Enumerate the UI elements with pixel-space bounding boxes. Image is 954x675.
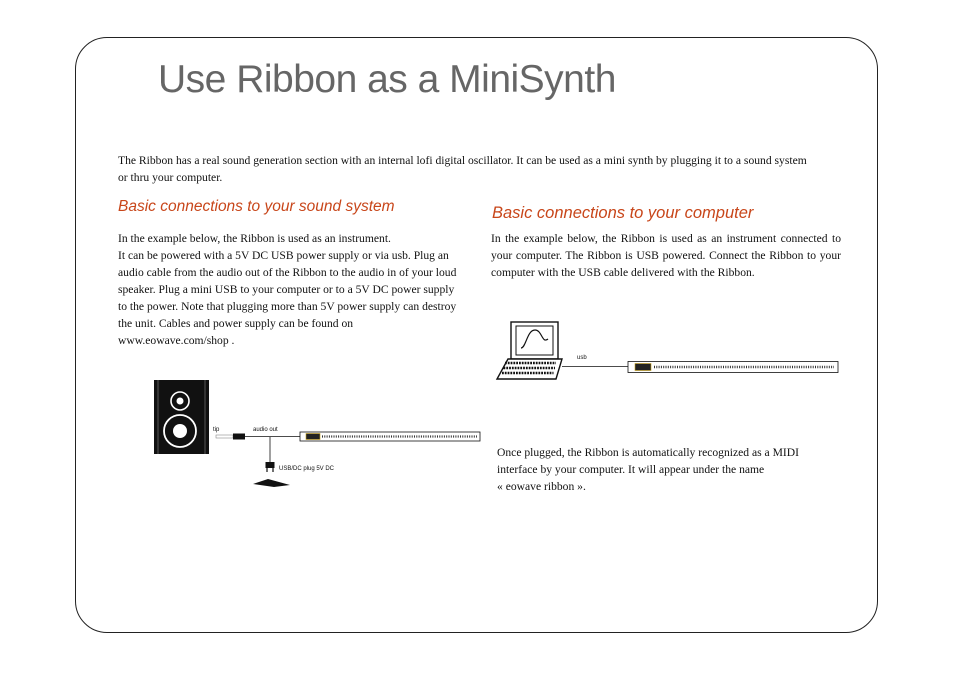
sound-system-line-2: It can be powered with a 5V DC USB power supply or via usb. Plug an audio cable from the audio out of the Ribbon to the audio in of your loud speaker. Plug a mini USB to your computer or to a 5V DC power supply to the power. Note that plugging more than 5V power supply can destroy the unit. Cables and power supply can be found on www.eowave.com/shop .	[118, 249, 457, 347]
audio-jack-icon	[216, 434, 300, 440]
power-plug-icon	[253, 437, 290, 487]
recognition-note-line-2: « eowave ribbon ».	[497, 480, 586, 493]
tip-label: tip	[213, 427, 220, 433]
computer-paragraph: In the example below, the Ribbon is used as an instrument connected to your computer. The Ribbon is USB powered. Connect the Ribbon to your computer with the USB cable delivered with the Ribbon.	[491, 232, 841, 279]
power-label: USB/DC plug 5V DC	[279, 466, 335, 472]
laptop-icon	[497, 322, 562, 379]
page-title: Use Ribbon as a MiniSynth	[158, 58, 616, 101]
sound-system-diagram	[150, 376, 490, 492]
sound-system-line-1: In the example below, the Ribbon is used as an instrument.	[118, 232, 391, 245]
computer-heading: Basic connections to your computer	[492, 204, 754, 222]
usb-label: usb	[577, 355, 587, 361]
audio-out-label: audio out	[253, 427, 278, 433]
sound-system-paragraph	[118, 230, 466, 349]
speaker-icon	[154, 380, 209, 454]
intro-paragraph: The Ribbon has a real sound generation section with an internal lofi digital oscillator. It can be used as a mini synth by plugging it to a sound system or thru your computer.	[118, 154, 807, 184]
sound-system-heading: Basic connections to your sound system	[118, 198, 395, 215]
computer-diagram	[494, 318, 844, 384]
ribbon-controller-icon	[628, 362, 838, 373]
recognition-note-line-1: Once plugged, the Ribbon is automatically recognized as a MIDI interface by your computer. It will appear under the name	[497, 446, 799, 476]
ribbon-controller-icon	[300, 432, 480, 441]
recognition-note	[497, 444, 827, 495]
